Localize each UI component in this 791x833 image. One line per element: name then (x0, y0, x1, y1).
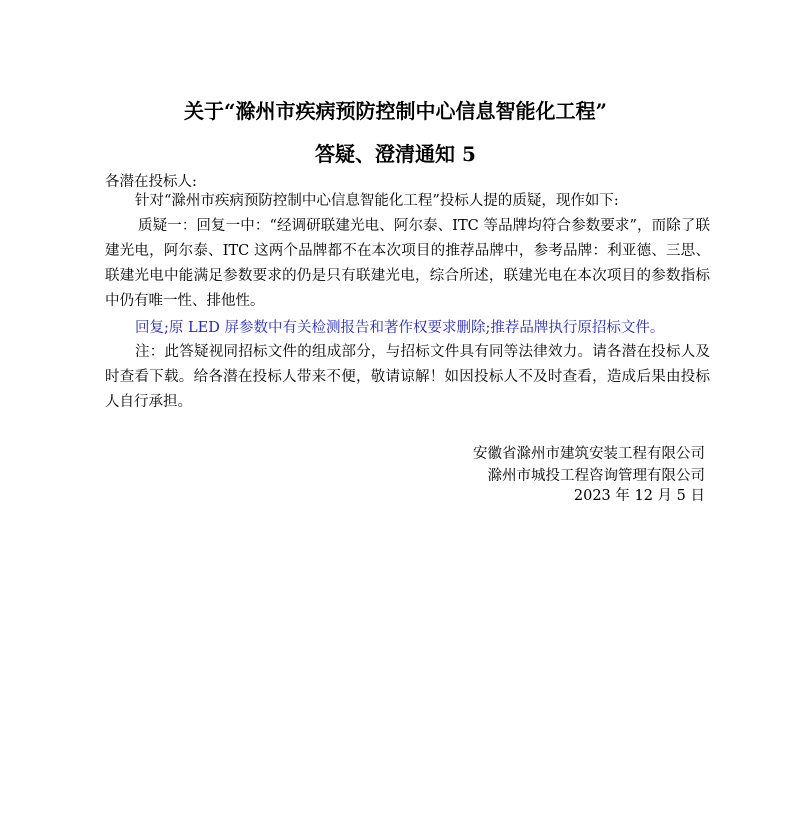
signature-date: 2023 年 12 月 5 日 (573, 488, 705, 504)
title-line-1: 关于“滁州市疾病预防控制中心信息智能化工程” (183, 99, 607, 123)
question-paragraph: 质疑一：回复一中：“经调研联建光电、阿尔泰、ITC 等品牌均符合参数要求”，而除了联建光电，阿尔泰、ITC 这两个品牌都不在本次项目的推荐品牌中，参考品牌：利亚德、三思、联建光电中能满足参数要求的仍是只有联建光电，综合所述，联建光电在本次项目的参数指标中仍有唯一性、排他性。 (105, 218, 710, 309)
signature-org-1: 安徽省滁州市建筑安装工程有限公司 (473, 446, 705, 462)
note-paragraph: 注：此答疑视同招标文件的组成部分，与招标文件具有同等法律效力。请各潜在投标人及时查看下载。给各潜在投标人带来不便，敬请谅解！如因投标人不及时查看，造成后果由投标人自行承担。 (105, 344, 710, 410)
title-line-2: 答疑、澄清通知 5 (315, 142, 476, 166)
salutation: 各潜在投标人: (105, 174, 197, 190)
reply-paragraph: 回复;原 LED 屏参数中有关检测报告和著作权要求删除;推荐品牌执行原招标文件。 (135, 320, 665, 336)
intro-paragraph: 针对“滁州市疾病预防控制中心信息智能化工程”投标人提的质疑，现作如下: (135, 193, 619, 209)
signature-org-2: 滁州市城投工程咨询管理有限公司 (487, 468, 705, 484)
